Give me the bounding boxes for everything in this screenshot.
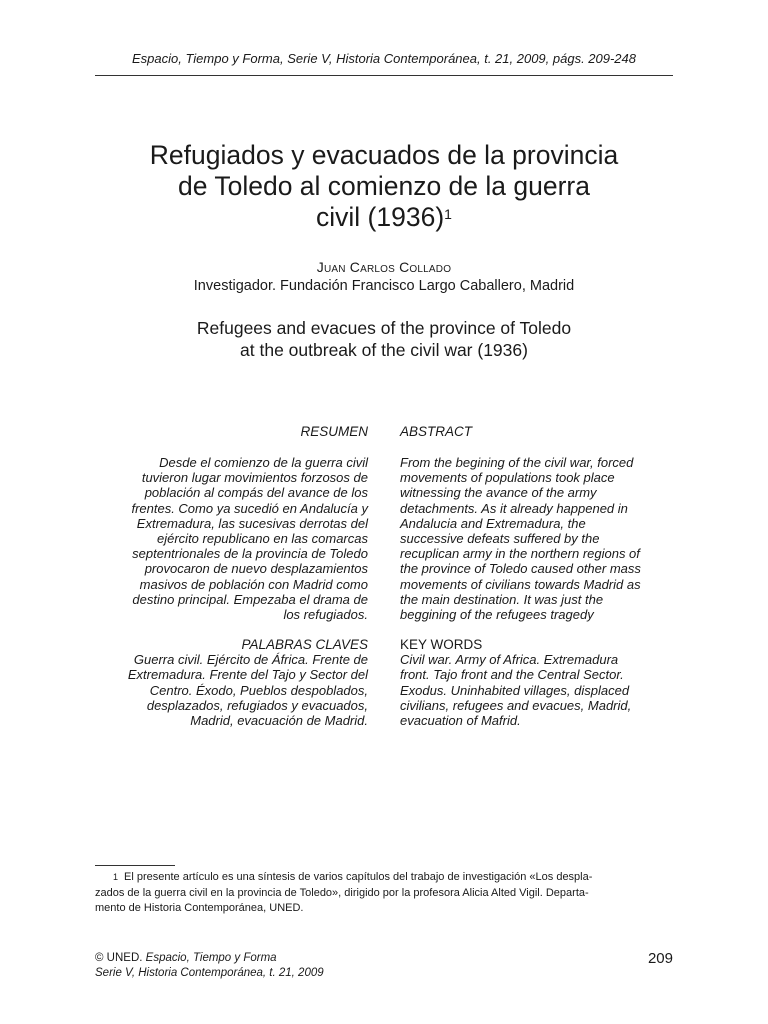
abstract-line: witnessing the avance of the army — [400, 485, 597, 501]
palabras-claves-line: Extremadura. Frente del Tajo y Sector del — [127, 667, 368, 683]
abstract-heading: ABSTRACT — [400, 424, 473, 439]
footnote-rule — [95, 865, 175, 866]
resumen-line: ejército republicano en las comarcas — [157, 531, 368, 547]
palabras-claves — [95, 637, 368, 728]
key-words-heading: KEY WORDS — [400, 637, 483, 652]
key-words-line: Civil war. Army of Africa. Extremadura — [400, 652, 619, 668]
abstract-line: successive defeats suffered by the — [400, 531, 600, 547]
palabras-claves-heading: PALABRAS CLAVES — [241, 637, 368, 652]
abstract-line: the main destination. It was just the — [400, 591, 604, 607]
author-name: Juan Carlos Collado — [316, 259, 452, 275]
footnote-mark: 1 — [113, 872, 119, 882]
footnote — [95, 870, 673, 917]
key-words-line: civilians, refugees and evacues, Madrid, — [400, 697, 632, 713]
resumen-line: provocaron de nuevo desplazamientos — [144, 561, 368, 577]
title-footnote-ref[interactable]: 1 — [444, 206, 452, 222]
palabras-claves-line: desplazados, refugiados y evacuados, — [146, 697, 368, 713]
footer-journal: Espacio, Tiempo y Forma — [145, 952, 277, 964]
footnote-line: El presente artículo es una síntesis de varios capítulos del trabajo de investigación «Los despla- — [124, 871, 593, 883]
page-footer — [95, 951, 495, 981]
key-words — [400, 637, 672, 728]
header-rule — [95, 75, 673, 76]
abstract-line: movements of populations took place — [400, 470, 615, 486]
title-line-2: de Toledo al comienzo de la guerra — [177, 171, 590, 201]
abstract-body — [400, 455, 672, 622]
abstract-line: From the begining of the civil war, forced — [400, 455, 634, 470]
abstract-line: detachments. As it already happened in — [400, 500, 628, 516]
resumen-line: los refugiados. — [283, 607, 368, 623]
abstract-line: beggining of the refugees tragedy — [400, 607, 594, 623]
resumen-line: Extremadura, las sucesivas derrotas del — [136, 515, 368, 531]
resumen-line: destino principal. Empezaba el drama de — [132, 591, 368, 607]
key-words-line: evacuation of Mafrid. — [400, 713, 521, 729]
resumen-line: masivos de población con Madrid como — [139, 576, 368, 592]
resumen-line: tuvieron lugar movimientos forzosos de — [141, 470, 368, 486]
english-title-line-1: Refugees and evacues of the province of Toledo — [196, 318, 572, 338]
footnote-line: mento de Historia Contemporánea, UNED. — [95, 902, 304, 914]
footnote-line: zados de la guerra civil en la provincia de Toledo», dirigido por la profesora Alicia Alted Vigil. Departa- — [95, 886, 589, 899]
title-line-1: Refugiados y evacuados de la provincia — [149, 140, 619, 170]
running-head: Espacio, Tiempo y Forma, Serie V, Historia Contemporánea, t. 21, 2009, págs. 209-248 — [131, 51, 637, 66]
abstract-line: the province of Toledo caused other mass — [400, 561, 641, 577]
key-words-line: front. Tajo front and the Central Sector. — [400, 667, 624, 683]
copyright-notice: © UNED. — [95, 952, 143, 964]
abstract-line: Andalucia and Extremadura, the — [400, 515, 586, 531]
footer-series: Serie V, Historia Contemporánea, t. 21, 2009 — [95, 967, 324, 979]
palabras-claves-line: Centro. Éxodo, Pueblos despoblados, — [149, 682, 368, 698]
english-title — [95, 317, 673, 361]
palabras-claves-line: Madrid, evacuación de Madrid. — [190, 713, 368, 729]
author-affiliation: Investigador. Fundación Francisco Largo Caballero, Madrid — [193, 278, 575, 294]
abstract-line: movements of civilians towards Madrid as — [400, 576, 641, 592]
resumen-heading: RESUMEN — [300, 424, 368, 439]
resumen-line: Desde el comienzo de la guerra civil — [159, 455, 368, 470]
resumen-line: septentrionales de la provincia de Toledo — [132, 546, 368, 562]
palabras-claves-line: Guerra civil. Ejército de África. Frente de — [133, 652, 368, 668]
key-words-line: Exodus. Uninhabited villages, displaced — [400, 682, 630, 698]
abstract-line: recuplican army in the northern regions of — [400, 546, 640, 562]
resumen-line: frentes. Como ya sucedió en Andalucía y — [131, 500, 368, 516]
resumen-line: población al compás del avance de los — [144, 485, 368, 501]
resumen-body — [95, 455, 368, 622]
page-number: 209 — [647, 950, 673, 967]
english-title-line-2: at the outbreak of the civil war (1936) — [240, 340, 528, 360]
title-line-3: civil (1936) — [316, 202, 445, 232]
article-title — [95, 140, 673, 233]
